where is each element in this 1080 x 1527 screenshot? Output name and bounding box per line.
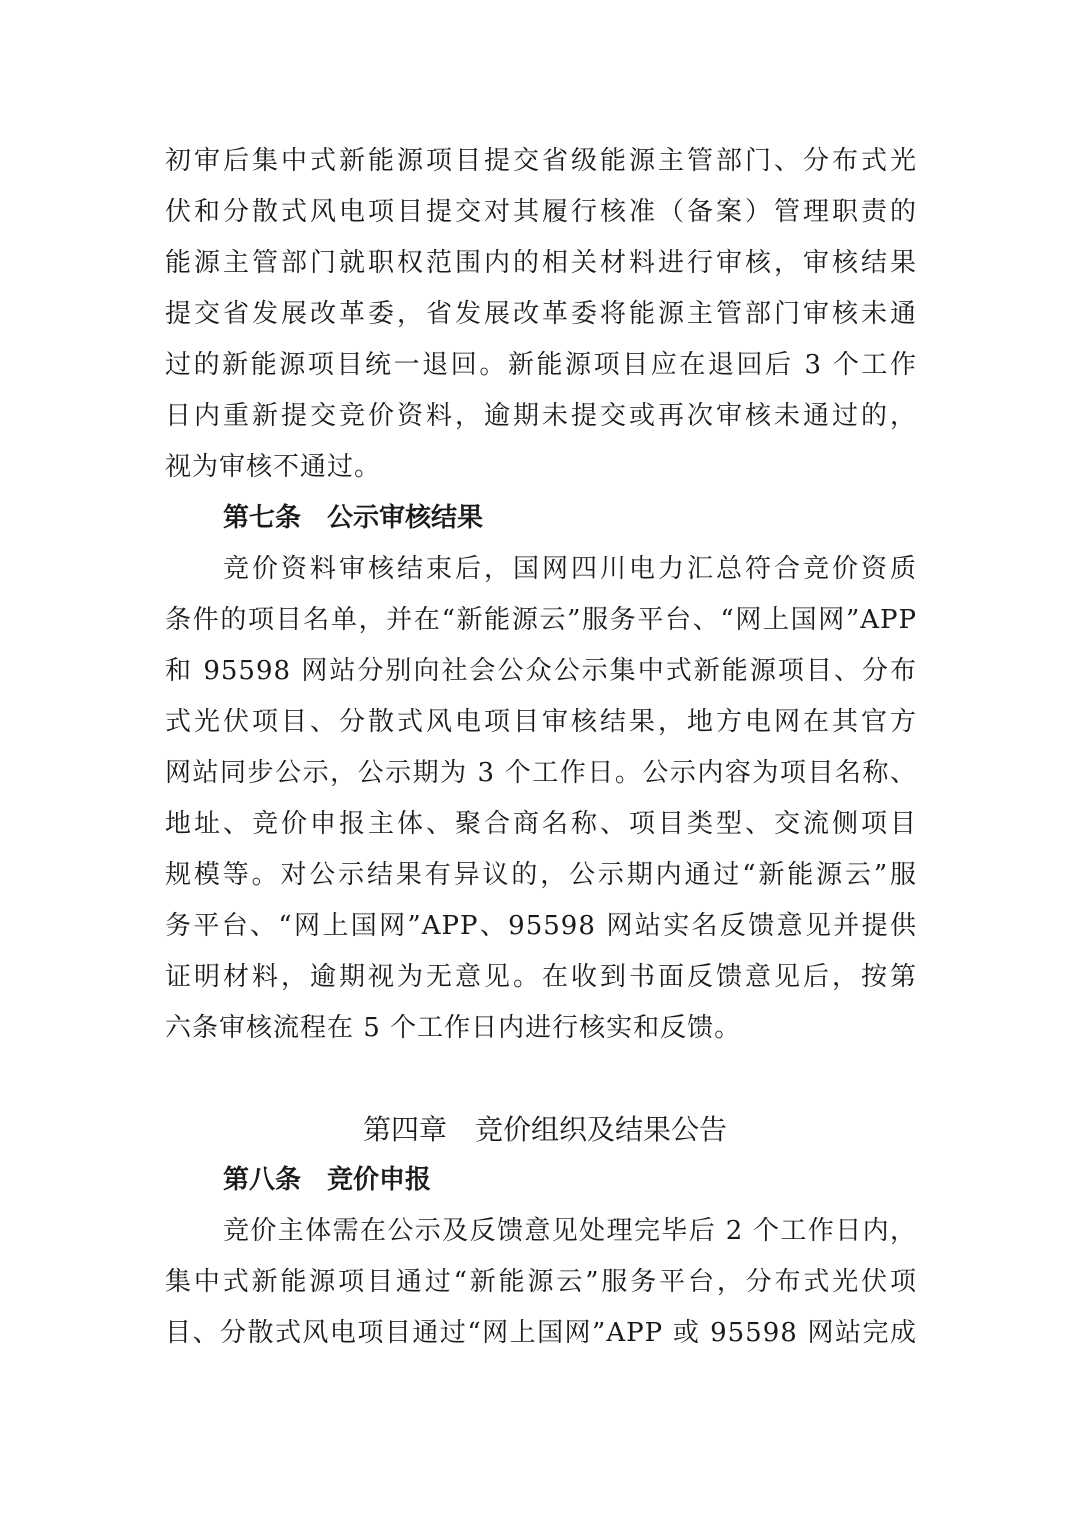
text-line: 竞价资料审核结束后，国网四川电力汇总符合竞价资质 — [223, 554, 917, 584]
text-line: 初审后集中式新能源项目提交省级能源主管部门、分布式光 — [165, 146, 917, 176]
article-8-heading: 第八条 竞价申报 — [223, 1165, 432, 1195]
paragraph-review-process — [165, 136, 917, 493]
text-line: 目、分散式风电项目通过“网上国网”APP 或 95598 网站完成 — [165, 1318, 917, 1348]
text-line: 网站同步公示，公示期为 3 个工作日。公示内容为项目名称、 — [165, 758, 917, 788]
text-line: 和 95598 网站分别向社会公众公示集中式新能源项目、分布 — [165, 656, 917, 686]
text-line: 规模等。对公示结果有异议的，公示期内通过“新能源云”服 — [165, 860, 917, 890]
text-line: 六条审核流程在 5 个工作日内进行核实和反馈。 — [165, 1013, 742, 1043]
article-7-body — [165, 544, 917, 1054]
text-line: 地址、竞价申报主体、聚合商名称、项目类型、交流侧项目 — [165, 809, 917, 839]
text-line: 条件的项目名单，并在“新能源云”服务平台、“网上国网”APP — [165, 605, 917, 635]
text-line: 竞价主体需在公示及反馈意见处理完毕后 2 个工作日内， — [223, 1216, 917, 1246]
article-7-heading: 第七条 公示审核结果 — [223, 503, 484, 533]
text-line: 证明材料，逾期视为无意见。在收到书面反馈意见后，按第 — [165, 962, 917, 992]
article-8-body — [165, 1206, 917, 1359]
chapter-4-heading: 第四章 竞价组织及结果公告 — [362, 1113, 727, 1146]
text-line: 日内重新提交竞价资料，逾期未提交或再次审核未通过的， — [165, 401, 917, 431]
text-line: 集中式新能源项目通过“新能源云”服务平台，分布式光伏项 — [165, 1267, 917, 1297]
text-line: 能源主管部门就职权范围内的相关材料进行审核，审核结果 — [165, 248, 917, 278]
document-page — [165, 136, 917, 1359]
text-line: 务平台、“网上国网”APP、95598 网站实名反馈意见并提供 — [165, 911, 917, 941]
text-line: 式光伏项目、分散式风电项目审核结果，地方电网在其官方 — [165, 707, 917, 737]
text-line: 视为审核不通过。 — [165, 452, 382, 482]
text-line: 伏和分散式风电项目提交对其履行核准（备案）管理职责的 — [165, 197, 917, 227]
text-line: 过的新能源项目统一退回。新能源项目应在退回后 3 个工作 — [165, 350, 917, 380]
text-line: 提交省发展改革委，省发展改革委将能源主管部门审核未通 — [165, 299, 917, 329]
